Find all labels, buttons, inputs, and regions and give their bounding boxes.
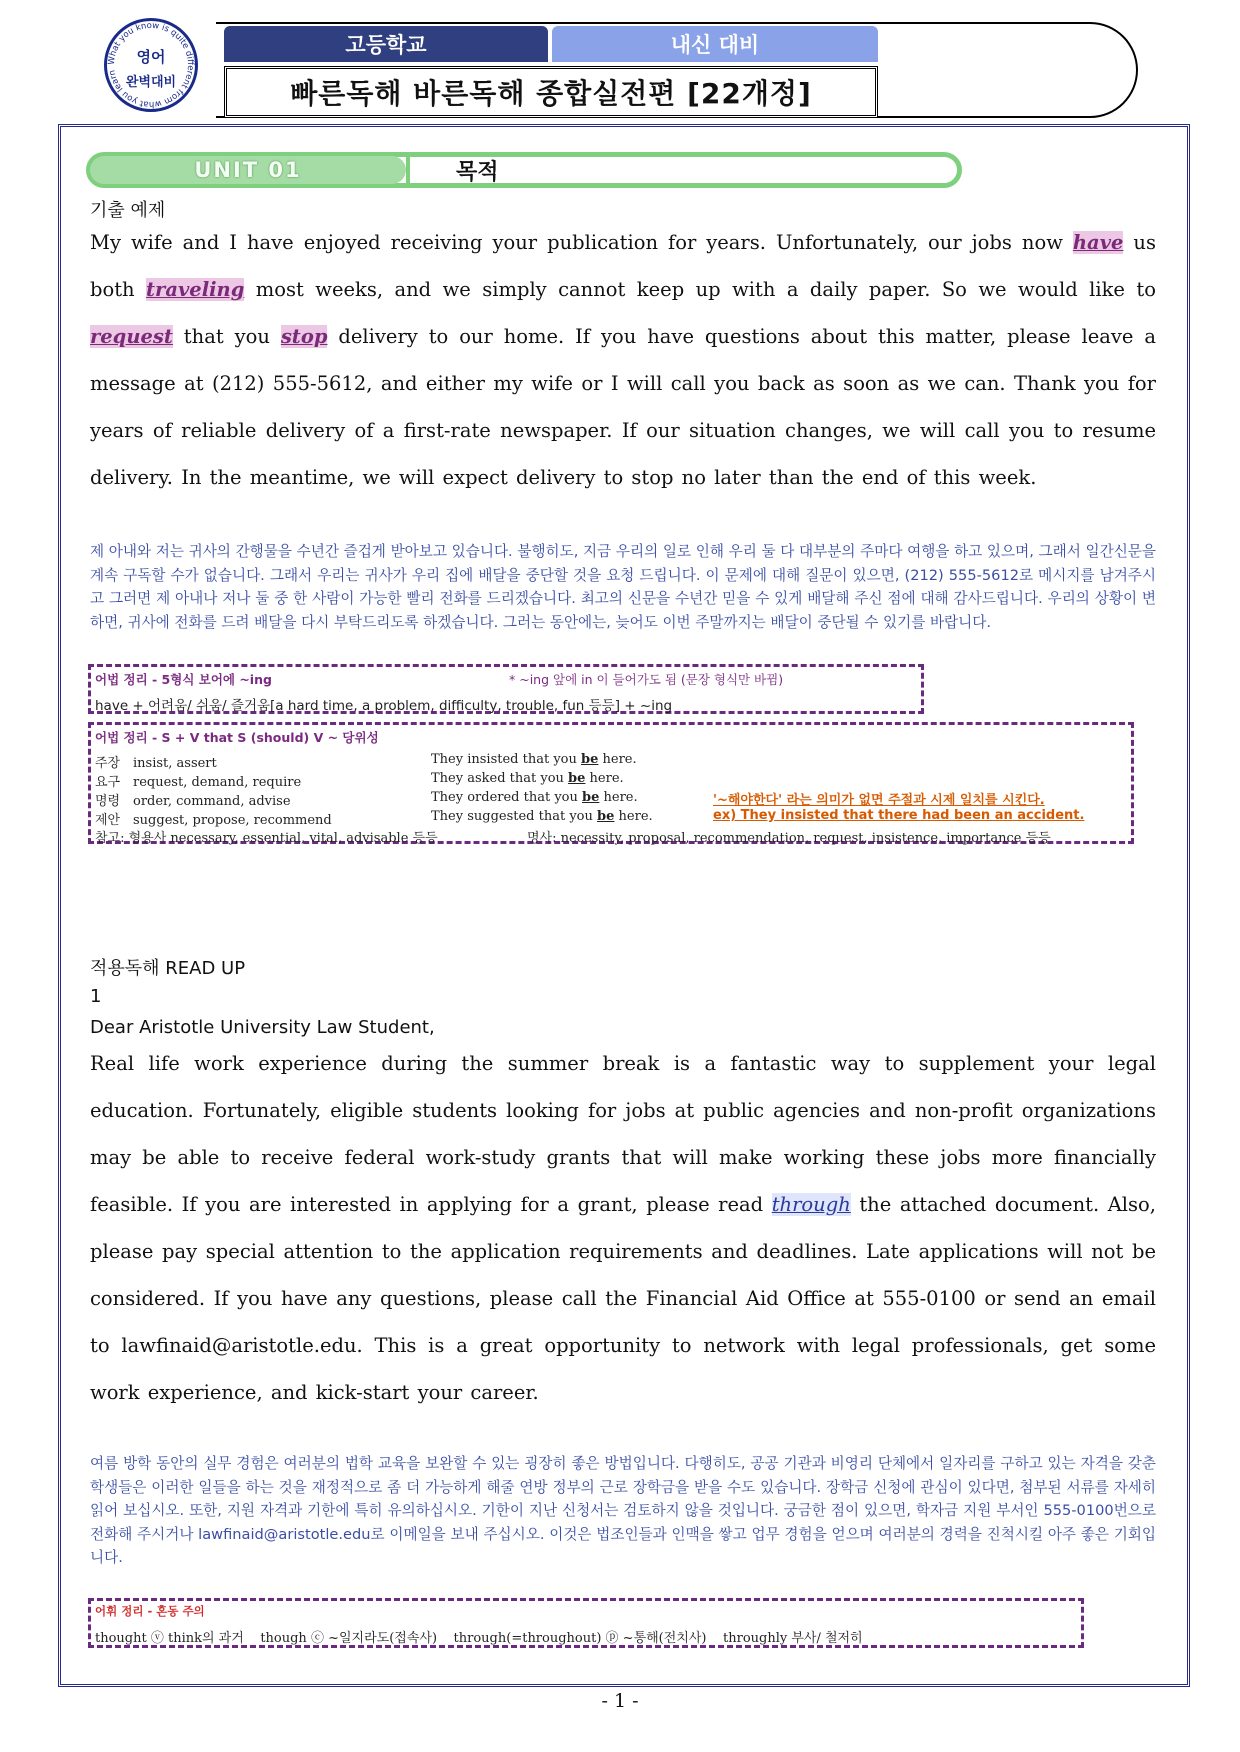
note-row-example — [431, 752, 637, 767]
note-row-example — [431, 809, 653, 824]
note-tip: * ~ing 앞에 in 이 들어가도 됨 (문장 형식만 바뀜) — [509, 672, 784, 687]
example-be: be — [597, 809, 615, 824]
example-text: here. — [599, 790, 638, 805]
unit-label: UNIT 01 — [90, 156, 406, 184]
example-text: They asked that you — [431, 771, 569, 786]
tense-agreement-note: '~해야한다' 라는 의미가 없면 주절과 시제 일치를 시킨다. — [713, 793, 1045, 808]
grammar-note-subjunctive — [88, 722, 1134, 844]
note-row-category: 제안 — [95, 813, 121, 828]
note-row-category: 주장 — [95, 756, 121, 771]
note-row — [95, 771, 301, 790]
note-title: 어법 정리 - S + V that S (should) V ~ 당위성 — [95, 730, 379, 745]
school-level-tab: 고등학교 — [224, 26, 548, 62]
example-translation: 제 아내와 저는 귀사의 간행물을 수년간 즐겁게 받아보고 있습니다. 불행히도, 지금 우리의 일로 인해 우리 둘 다 대부분의 주마다 여행을 하고 있으며, 그래서 일간신문을 계속 구독할 수가 없습니다. 그래서 우리는 귀사가 우리 집에 배달을 중단할 것을 요청 드립니다. 이 문제에 대해 질문이 있으면, (212) 555-5612로 메시지를 남겨주시고 그러면 제 아내나 저나 둘 중 한 사람이 가능한 빨리 전화를 드리겠습니다. 최고의 신문을 수년간 믿을 수 있게 배달해 주신 점에 대해 감사드립니다. 우리의 상황이 변하면, 귀사에 전화를 드려 배달을 다시 부탁드리도록 하겠습니다. 그러는 동안에는, 늦어도 이번 주말까지는 배달이 중단될 수 있기를 바랍니다. — [90, 543, 1156, 631]
reference-adjectives: 참고: 형용사 necessary, essential, vital, advisable 등등 — [95, 831, 438, 846]
example-be: be — [568, 771, 586, 786]
note-row-category: 명령 — [95, 794, 121, 809]
logo-line2: 완벽대비 — [125, 75, 177, 90]
note-row-verbs: suggest, propose, recommend — [133, 813, 332, 828]
example-be: be — [581, 752, 599, 767]
example-text: They insisted that you — [431, 752, 581, 767]
note-row-verbs: insist, assert — [133, 756, 217, 771]
unit-topic: 목적 — [456, 159, 499, 185]
note-row-example — [431, 771, 624, 786]
note-row-verbs: order, command, advise — [133, 794, 291, 809]
passage-text: the attached document. Also, please pay special attention to the application requirements and deadlines. Late applications will not be considered. If you have any questions, please call the Financial Aid Office at 555-0100 or send an email to lawfinaid@aristotle.edu. This is a great opportunity to network with legal professionals, get some work experience, and kick-start your career. — [90, 1193, 1156, 1404]
highlight-traveling: traveling — [146, 278, 245, 301]
highlight-through: through — [771, 1193, 851, 1216]
passage-text: most weeks, and we simply cannot keep up with a daily paper. So we would like to — [244, 278, 1156, 301]
question-number: 1 — [90, 986, 102, 1007]
example-section-label: 기출 예제 — [90, 200, 166, 221]
page-number: - 1 - — [601, 1690, 639, 1712]
example-text: They suggested that you — [431, 809, 598, 824]
highlight-request: request — [90, 325, 173, 348]
highlight-stop: stop — [280, 325, 328, 348]
readup-translation: 여름 방학 동안의 실무 경험은 여러분의 법학 교육을 보완할 수 있는 굉장히 좋은 방법입니다. 다행히도, 공공 기관과 비영리 단체에서 일자리를 구하고 있는 자격을 갖춘 학생들은 이러한 일들을 하는 것을 재정적으로 좀 더 가능하게 해줄 연방 정부의 근로 장학금을 받을 수도 있습니다. 장학금 신청에 관심이 있다면, 첨부된 서류를 자세히 읽어 보십시오. 또한, 지원 자격과 기한에 특히 유의하십시오. 기한이 지난 신청서는 검토하지 않을 것입니다. 궁금한 점이 있으면, 학자금 지원 부서인 555-0100번으로 전화해 주시거나 lawfinaid@aristotle.edu로 이메일을 보내 주십시오. 이것은 법조인들과 인맥을 쌓고 업무 경험을 얻으며 여러분의 경력을 진척시킬 아주 좋은 기회입니다. — [90, 1455, 1156, 1566]
readup-passage — [90, 1040, 1156, 1416]
passage-text: Real life work experience during the summer break is a fantastic way to supplement your legal education. Fortunately, eligible students looking for jobs at public agencies and non-profit organizations may be able to receive federal work-study grants that will make working these jobs more financially feasible. If you are interested in applying for a grant, please read — [90, 1052, 1156, 1216]
passage-text: delivery to our home. If you have questions about this matter, please leave a message at (212) 555-5612, and either my wife or I will call you back as soon as we can. Thank you for years of reliable delivery of a first-rate newspaper. If our situation changes, we will call you to resume delivery. In the meantime, we will expect delivery to stop no later than the end of this week. — [90, 325, 1156, 489]
brand-logo — [104, 18, 198, 112]
note-line: have + 어려움/ 쉬움/ 즐거움[a hard time, a problem, difficulty, trouble, fun 등등] + ~ing — [95, 698, 673, 714]
passage-text: My wife and I have enjoyed receiving your publication for years. Unfortunately, our jobs now — [90, 231, 1073, 254]
vocab-note — [88, 1598, 1084, 1648]
logo-line1: 영어 — [136, 48, 166, 66]
passage-text: that you — [172, 325, 281, 348]
book-title: 빠른독해 바른독해 종합실전편 [22개정] — [224, 66, 878, 118]
readup-section-label: 적용독해 READ UP — [90, 958, 246, 979]
note-row-category: 요구 — [95, 775, 121, 790]
tense-agreement-example: ex) They insisted that there had been an accident. — [713, 808, 1085, 823]
note-line: thought ⓥ think의 과거 though ⓒ ~일지라도(접속사) through(=throughout) ⓟ ~통해(전치사) throughly 부사/ 철저히 — [95, 1631, 863, 1646]
grammar-note-5th-form — [88, 664, 924, 714]
logo-ring-text: What you know is quite different from what you learn — [106, 20, 196, 110]
highlight-have: have — [1072, 231, 1124, 254]
note-row-example — [431, 790, 638, 805]
note-title: 어휘 정리 - 혼동 주의 — [95, 1604, 205, 1618]
example-text: here. — [585, 771, 624, 786]
letter-salutation: Dear Aristotle University Law Student, — [90, 1017, 435, 1038]
note-title: 어법 정리 - 5형식 보어에 ~ing — [95, 672, 272, 687]
example-text: They ordered that you — [431, 790, 583, 805]
unit-divider — [406, 156, 410, 184]
note-row — [95, 790, 291, 809]
exam-prep-tab: 내신 대비 — [552, 26, 878, 62]
example-text: here. — [614, 809, 653, 824]
note-row-verbs: request, demand, require — [133, 775, 302, 790]
example-be: be — [582, 790, 600, 805]
example-passage — [90, 219, 1156, 501]
note-row — [95, 752, 217, 771]
reference-nouns: 명사: necessity, proposal, recommendation, request, insistence, importance 등등 — [527, 831, 1051, 846]
passage-text: us both — [90, 231, 1156, 301]
note-row — [95, 809, 332, 828]
example-text: here. — [598, 752, 637, 767]
